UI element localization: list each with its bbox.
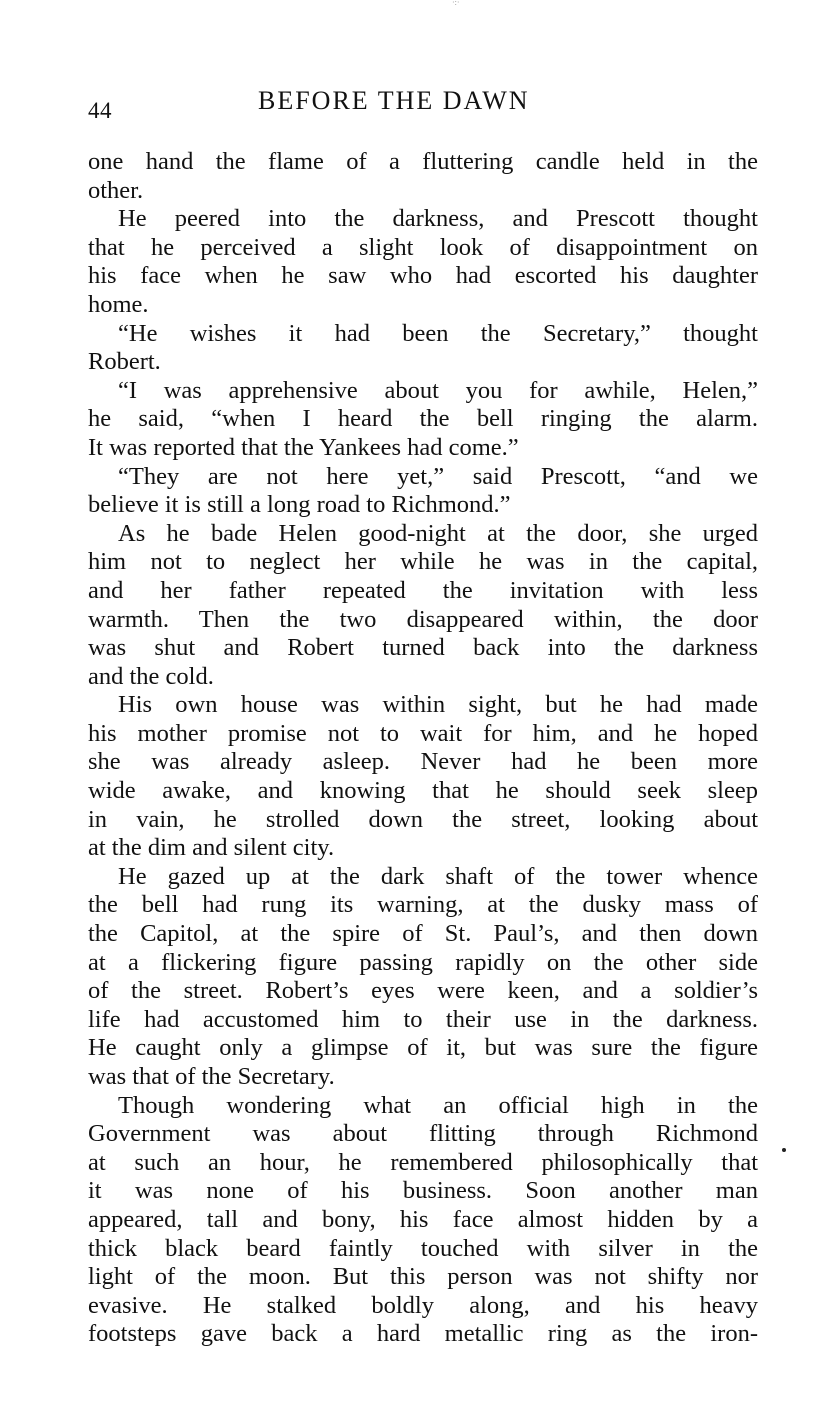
text-line: wide awake, and knowing that he should seek sleep (88, 777, 758, 805)
text-line: life had accustomed him to their use in the darkness. (88, 1005, 758, 1033)
text-line: one hand the flame of a fluttering candle held in the (88, 148, 758, 175)
text-line: He caught only a glimpse of it, but was sure the figure (88, 1034, 758, 1062)
text-line: Government was about flitting through Richmond (88, 1120, 758, 1148)
text-line: “I was apprehensive about you for awhile, Helen,” (118, 376, 758, 404)
text-line: He peered into the darkness, and Prescott thought (118, 205, 758, 233)
text-line: “He wishes it had been the Secretary,” thought (118, 319, 758, 347)
text-line: his face when he saw who had escorted his daughter (88, 262, 758, 290)
text-line: him not to neglect her while he was in the capital, (88, 548, 758, 576)
text-line: light of the moon. But this person was not shifty nor (88, 1263, 758, 1291)
text-line: was that of the Secretary. (88, 1063, 335, 1090)
margin-speck (782, 1148, 786, 1152)
text-line: at a flickering figure passing rapidly on the other side (88, 948, 758, 976)
text-line: thick black beard faintly touched with silver in the (88, 1234, 758, 1262)
text-line: she was already asleep. Never had he been more (88, 748, 758, 776)
text-line: at the dim and silent city. (88, 834, 335, 862)
text-line: Robert. (88, 348, 161, 376)
body-text (88, 148, 758, 1349)
text-line: was shut and Robert turned back into the darkness (88, 634, 758, 662)
text-line: believe it is still a long road to Richmond.” (88, 491, 511, 519)
text-line: that he perceived a slight look of disappointment on (88, 233, 758, 261)
text-line: the Capitol, at the spire of St. Paul’s, and then down (88, 920, 758, 948)
text-line: at such an hour, he remembered philosophically that (88, 1148, 758, 1176)
text-line: of the street. Robert’s eyes were keen, and a soldier’s (88, 977, 758, 1005)
text-line: and her father repeated the invitation with less (88, 576, 758, 604)
printer-mark: ·:· (452, 0, 460, 7)
text-line: He gazed up at the dark shaft of the tower whence (118, 862, 758, 890)
text-line: It was reported that the Yankees had come.” (88, 433, 519, 461)
text-line: footsteps gave back a hard metallic ring as the iron- (88, 1320, 758, 1348)
text-line: appeared, tall and bony, his face almost hidden by a (88, 1205, 758, 1233)
text-line: As he bade Helen good-night at the door, she urged (118, 519, 758, 547)
text-line: and the cold. (88, 662, 214, 690)
page-number: 44 (88, 98, 112, 123)
text-line: “They are not here yet,” said Prescott, “and we (118, 462, 758, 490)
text-line: the bell had rung its warning, at the dusky mass of (88, 891, 758, 919)
text-line: it was none of his business. Soon another man (88, 1177, 758, 1205)
text-line: warmth. Then the two disappeared within, the door (88, 605, 758, 633)
text-line: other. (88, 176, 144, 204)
page-header (88, 86, 758, 126)
text-line: his mother promise not to wait for him, and he hoped (88, 719, 758, 747)
text-line: His own house was within sight, but he had made (118, 691, 758, 719)
text-line: he said, “when I heard the bell ringing the alarm. (88, 405, 758, 433)
text-line: Though wondering what an official high in the (118, 1091, 758, 1119)
text-line: in vain, he strolled down the street, looking about (88, 805, 758, 833)
text-line: home. (88, 290, 149, 318)
running-title: BEFORE THE DAWN (258, 86, 530, 115)
text-line: evasive. He stalked boldly along, and his heavy (88, 1291, 758, 1319)
